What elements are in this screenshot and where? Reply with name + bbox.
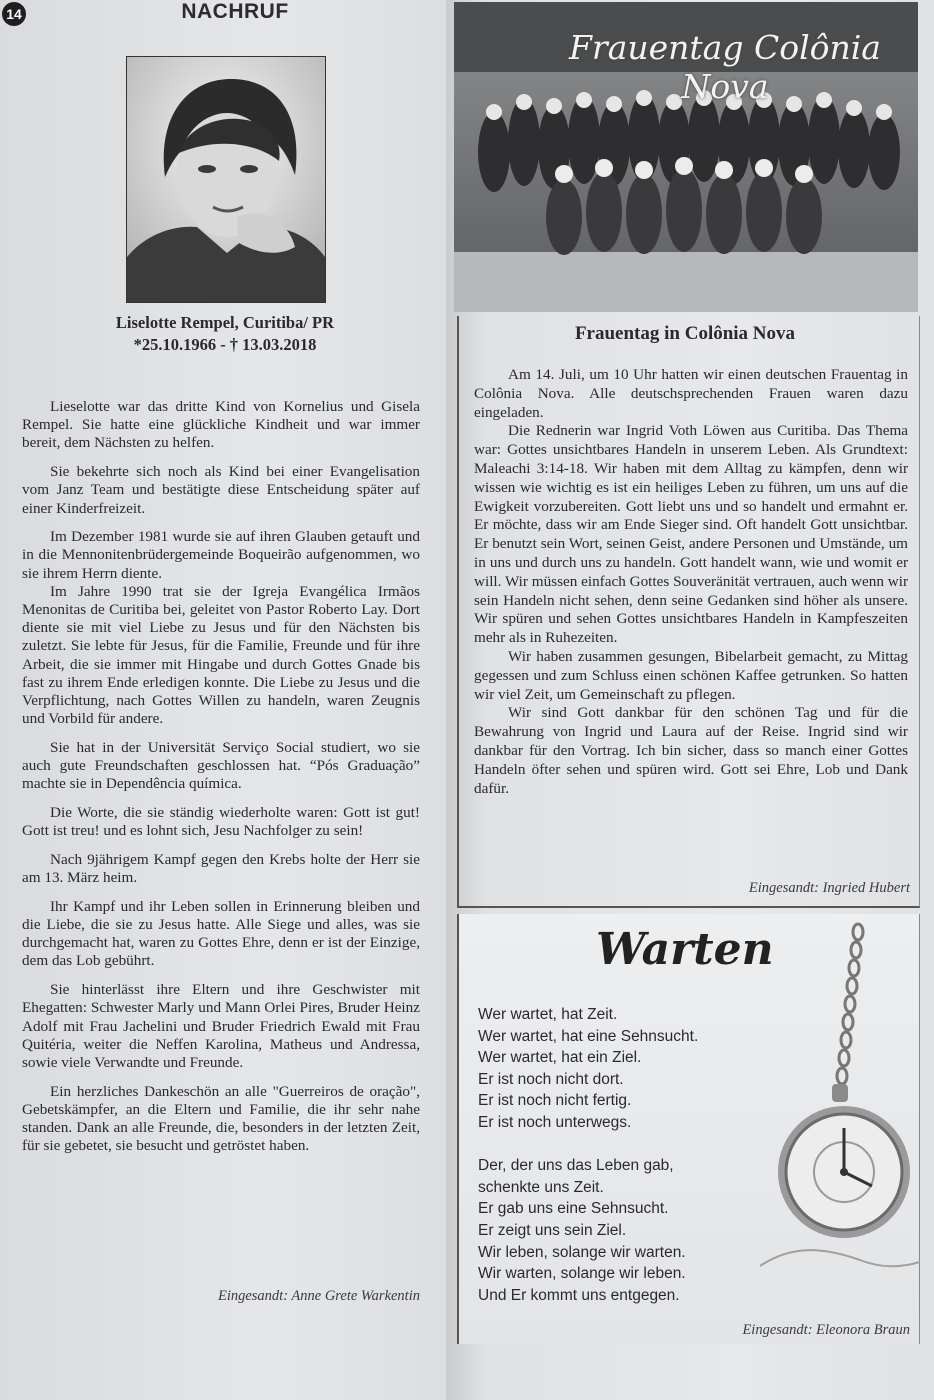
article-paragraph: Am 14. Juli, um 10 Uhr hatten wir einen deutschen Frauentag in Colônia Nova. Alle deutschsprechenden Frauen waren dazu eingeladen. xyxy=(474,366,908,421)
poem-line: Wer wartet, hat Zeit. xyxy=(478,1006,618,1023)
obituary-paragraph: Sie hinterlässt ihre Eltern und ihre Geschwister mit Ehegatten: Schwester Marly und Mann Orlei Pires, Bruder Heinz Adolf mit Frau Jachelini und Bruder Friedrich Ewald mit Frau Quitéria, weiter die Neffen Karolina, Matheus und Andressa, sowie viele Verwandte und Freunde. xyxy=(22,981,420,1071)
obituary-paragraph: Sie hat in der Universität Serviço Social studiert, wo sie auch gute Freundschaften geschlossen hat. “Pós Graduação” machte sie in Dependência química. xyxy=(22,738,420,793)
obituary-paragraph: Sie bekehrte sich noch als Kind bei einer Evangelisation vom Janz Team und bestätigte diese Entscheidung später auf einer Kinderfreizeit. xyxy=(22,463,420,517)
poem-line: Er ist noch unterwegs. xyxy=(478,1113,632,1131)
poem-signature: Eingesandt: Eleonora Braun xyxy=(742,1322,910,1338)
obituary-name xyxy=(40,312,410,356)
poem-line: Der, der uns das Leben gab, xyxy=(478,1157,674,1175)
poem-line: Er ist noch nicht dort. xyxy=(478,1070,624,1088)
poem-line: Wir leben, solange wir warten. xyxy=(478,1243,686,1261)
poem-line: Und Er kommt uns entgegen. xyxy=(478,1286,680,1304)
pocket-watch-icon xyxy=(760,916,920,1286)
obituary-paragraph: Im Dezember 1981 wurde sie auf ihren Glauben getauft und in die Mennonitenbrüdergemeinde Boqueirão aufgenommen, wo sie ihrem Herrn diente. xyxy=(22,528,420,582)
portrait-photo xyxy=(126,56,326,303)
poem-text xyxy=(478,1004,778,1328)
poem-line: Er zeigt uns sein Ziel. xyxy=(478,1221,627,1239)
article-paragraph: Wir sind Gott dankbar für den schönen Tag und für die Bewahrung von Ingrid und Laura auf der Reise. Ingrid sind wir dankbar für den Vortrag. Ich bin sicher, dass so manch einer Gottes Handeln öfter sehen und spüren wird. Gott sei Ehre, Lob und Dank dafür. xyxy=(474,704,908,797)
obituary-paragraph: Die Worte, die sie ständig wiederholte waren: Gott ist gut! Gott ist treu! und es lohnt sich, Jesu Nachfolger zu sein! xyxy=(22,804,420,840)
article-text xyxy=(474,366,908,798)
article-paragraph: Die Rednerin war Ingrid Voth Löwen aus Curitiba. Das Thema war: Gottes unsichtbares Handeln in unserem Leben. Als Grundtext: Maleachi 3:14-18. Wir haben mit dem Alltag zu kämpfen, denn wir wissen wie wichtig es ist ein heiliges Leben zu führen, um uns auf die Ewigkeit vorzubereiten. Gott liebt uns und so handelt und ermahnt er. Er möchte, dass wir am Ende Sieger sind. Oft handelt Gott unsichtbar. Er benutzt sein Wort, seinen Geist, andere Personen und Umstände, um in uns und durch uns zu handeln. Gott handelt wann, wie und womit er will. Wir müssen einfach Gottes Souveränität vertrauen, auch wenn wir sein Handeln nicht sehen, denn seine Gedanken sind höher als unsere. Wir spüren und sehen Gottes unsichtbares Handeln in Kampfeszeiten mehr als in Ruhezeiten. xyxy=(474,422,908,647)
poem-line: schenkte uns Zeit. xyxy=(478,1178,604,1196)
poem-line: Wer wartet, hat ein Ziel. xyxy=(478,1049,642,1067)
section-title: NACHRUF xyxy=(181,0,289,23)
obituary-name-line: Liselotte Rempel, Curitiba/ PR xyxy=(115,313,335,332)
poem-line: Er ist noch nicht fertig. xyxy=(478,1092,632,1110)
obituary-paragraph: Ihr Kampf und ihr Leben sollen in Erinnerung bleiben und die Liebe, die sie zu Jesus hatte. Alle Siege und alles, was sie durchgemacht hat, waren zu Gottes Ehre, denn er ist der Einzige, dem das Lob gebührt. xyxy=(22,897,420,970)
obituary-signature: Eingesandt: Anne Grete Warkentin xyxy=(217,1288,420,1304)
article-signature: Eingesandt: Ingried Hubert xyxy=(748,880,910,896)
obituary-paragraph: Im Jahre 1990 trat sie der Igreja Evangélica Irmãos Menonitas de Curitiba bei, geleitet von Pastor Roberto Lay. Dort diente sie mit viel Liebe zu Jesus und für den Nächsten bis zuletzt. Sie lebte für Jesus, für die Familie, Freunde und für ihre Arbeit, die sie immer mit Hingabe und durch Gottes Gnade bis fast zu ihrem Ende erledigen konnte. Die Liebe zu Jesus und die Verpflichtung, nach Gottes Willen zu handeln, waren Zeugnis und Vorbild für andere. xyxy=(22,582,420,728)
article-paragraph: Wir haben zusammen gesungen, Bibelarbeit gemacht, zu Mittag gegessen und zum Schluss einen schönen Kaffee getrunken. So hatten wir viel Zeit, um Gemeinschaft zu pflegen. xyxy=(474,647,908,703)
obituary-paragraph: Nach 9jährigem Kampf gegen den Krebs holte der Herr sie am 13. März heim. xyxy=(22,850,420,887)
photo-banner-text: Frauentag Colônia Nova xyxy=(569,28,881,106)
obituary-dates-line: *25.10.1966 - † 13.03.2018 xyxy=(133,335,317,354)
poem-title: Warten xyxy=(596,924,774,975)
obituary-paragraph: Lieselotte war das dritte Kind von Kornelius und Gisela Rempel. Sie hatte eine glückliche Kindheit und war immer bereit, dem Nächsten zu helfen. xyxy=(22,398,420,452)
poem-line: Wer wartet, hat eine Sehnsucht. xyxy=(478,1027,699,1045)
poem-stanza xyxy=(478,1004,778,1134)
poem-line: Er gab uns eine Sehnsucht. xyxy=(478,1200,669,1218)
poem-stanza xyxy=(478,1155,778,1306)
poem-line: Wir warten, solange wir leben. xyxy=(478,1265,686,1283)
obituary-paragraph: Ein herzliches Dankeschön an alle "Guerreiros de oração", Gebetskämpfer, an die Eltern und Familie, die ihr sehr nahe standen. Dank an alle Freunde, die, besonders in der letzten Zeit, für sie gebetet, sie besucht und getröstet haben. xyxy=(22,1082,420,1155)
article-title: Frauentag in Colônia Nova xyxy=(574,323,796,344)
obituary-text xyxy=(22,398,420,1166)
page-number: 14 xyxy=(2,2,26,26)
group-photo xyxy=(454,2,918,312)
